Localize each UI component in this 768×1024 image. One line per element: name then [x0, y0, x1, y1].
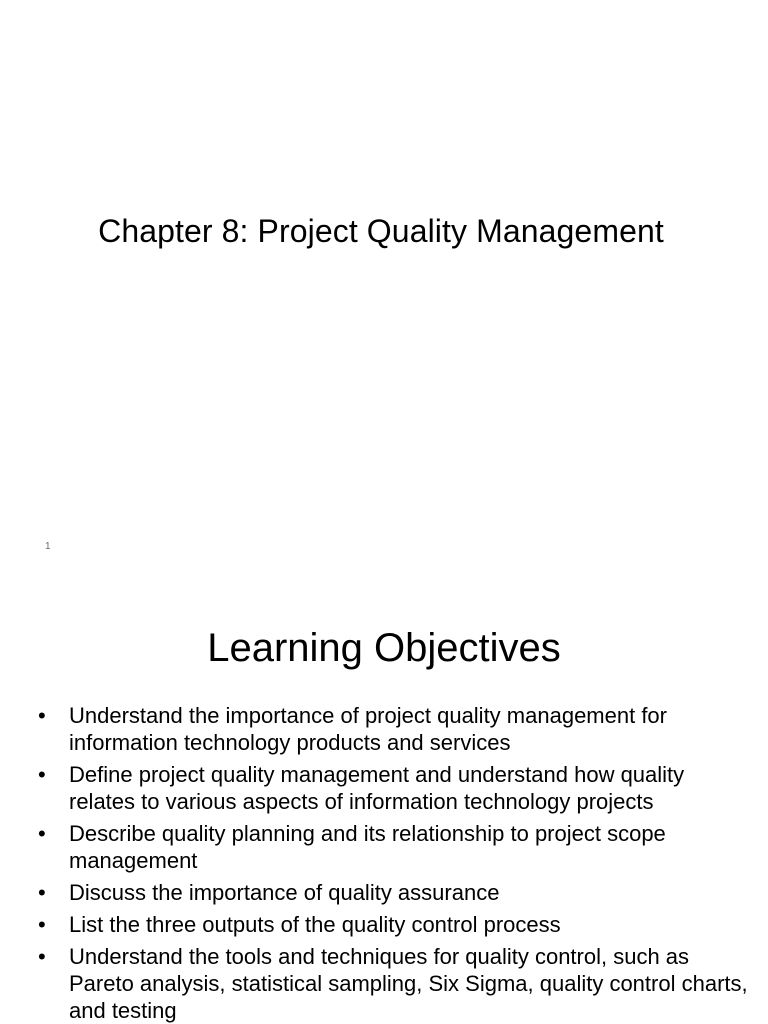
- bullet-icon: •: [38, 944, 46, 969]
- bullet-icon: •: [38, 821, 46, 846]
- objective-text: Discuss the importance of quality assurance: [69, 880, 500, 905]
- bullet-icon: •: [38, 762, 46, 787]
- bullet-icon: •: [38, 880, 46, 905]
- objective-item: [0, 943, 768, 1024]
- objective-item: [0, 702, 768, 756]
- objective-text: List the three outputs of the quality control process: [69, 912, 561, 937]
- slide-learning-objectives: [0, 572, 768, 1024]
- objective-item: [0, 911, 768, 938]
- objectives-list: [0, 702, 768, 1024]
- page-number: 1: [45, 541, 51, 552]
- objective-text: Describe quality planning and its relationship to project scope management: [69, 821, 666, 873]
- objective-item: [0, 879, 768, 906]
- chapter-title: Chapter 8: Project Quality Management: [98, 213, 664, 249]
- bullet-icon: •: [38, 912, 46, 937]
- objective-text: Understand the tools and techniques for quality control, such as Pareto analysis, statistical sampling, Six Sigma, quality control charts, and testing: [69, 944, 748, 1023]
- objective-text: Define project quality management and understand how quality relates to various aspects of information technology projects: [69, 762, 685, 814]
- objective-item: [0, 761, 768, 815]
- objectives-title: Learning Objectives: [207, 626, 561, 670]
- objective-item: [0, 820, 768, 874]
- bullet-icon: •: [38, 703, 46, 728]
- objective-text: Understand the importance of project quality management for information technology products and services: [69, 703, 667, 755]
